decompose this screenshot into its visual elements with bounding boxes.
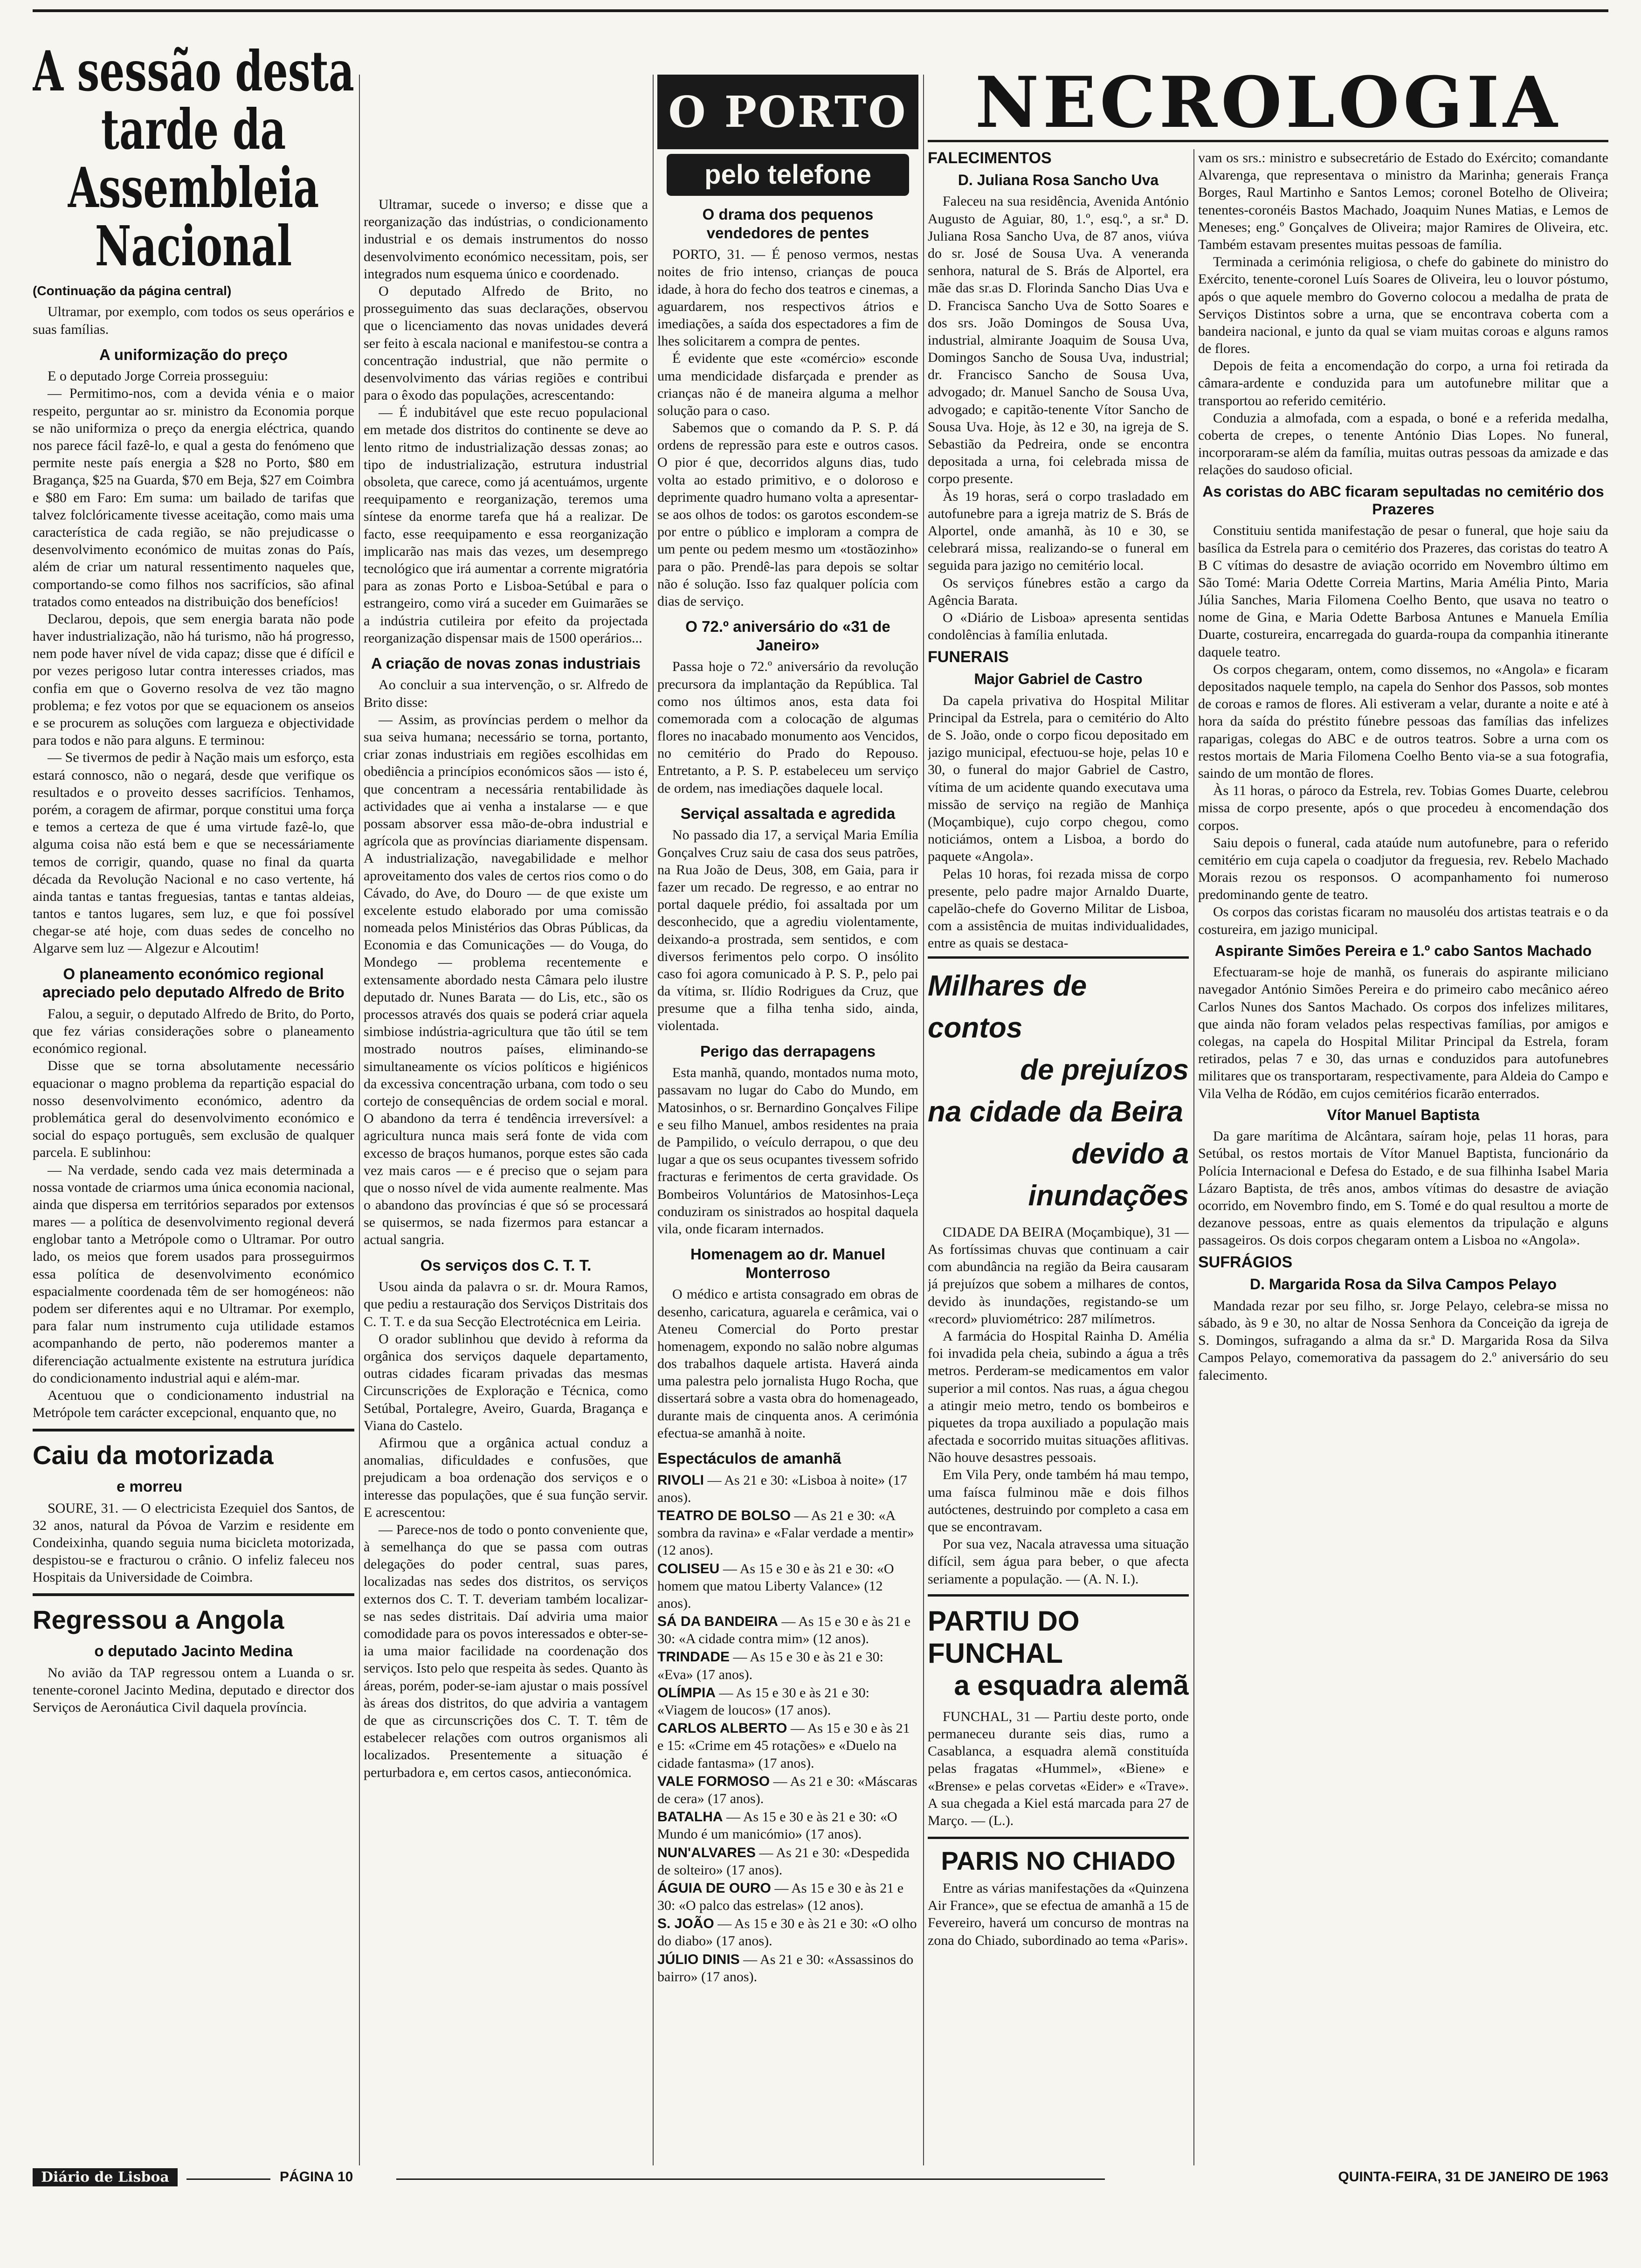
article-moto xyxy=(33,1429,354,1586)
necrologia-banner: NECROLOGIA xyxy=(928,65,1608,142)
continuation-note: (Continuação da página central) xyxy=(33,284,232,298)
paragraph: Constituiu sentida manifestação de pesar o funeral, que hoje saiu da basílica da Estrela para o cemitério dos Prazeres, das coristas do teatro A B C vítimas do desastre de aviação ocorrido em Novembro último em São Tomé: Maria Odette Correia Martins, Maria Amélia Pinto, Maria Júlia Sanches, Maria Filomena Coelho Bento, que usava no teatro o nome de Gina, e Maria Odette Barbosa Antunes e Manuela Emília Duarte, costureira, encarregada do guarda-roupa da companhia itinerante daquele teatro. xyxy=(1198,523,1608,660)
paragraph: Usou ainda da palavra o sr. dr. Moura Ramos, que pediu a restauração dos Serviços Distritais dos C. T. T. e da sua Secção Electrotécnica em Leiria. xyxy=(364,1279,648,1329)
paragraph: Ultramar, por exemplo, com todos os seus operários e suas famílias. xyxy=(33,304,354,337)
footer-rule xyxy=(396,2178,1105,2180)
spectacle-item xyxy=(657,1613,918,1647)
venue-programme: — As 21 e 30: «A sombra da ravina» e «Falar verdade a mentir» (12 anos). xyxy=(657,1507,914,1558)
obituary-name: D. Margarida Rosa da Silva Campos Pelayo xyxy=(1249,1276,1557,1293)
paragraph: O deputado Alfredo de Brito, no prosseguimento das suas declarações, observou que o licenciamento das novas unidades deverá ser feito à escala nacional e manifestou-se contra a concentração industrial, que não permite o desenvolvimento das várias regiões e contribui para o êxodo das populações, acrescentando: xyxy=(364,283,648,403)
paragraph: Os corpos chegaram, ontem, como dissemos, no «Angola» e ficaram depositados naquele templo, na capela do Senhor dos Passos, sob montes de coroas e ramos de flores. Ali estiveram a velar, durante a noite e até à hora da saída do préstito fúnebre pessoas das famílias das infelizes raparigas, colegas do ABC e de outros teatros. Sobre a urna com os restos mortais de Maria Filomena Coelho Bento via-se a sua fotografia, saindo de um montão de flores. xyxy=(1198,661,1608,781)
venue-name: TRINDADE xyxy=(657,1649,730,1665)
venue-programme: — As 15 e 30 e às 21 e 30: «O Mundo é um manicómio» (17 anos). xyxy=(657,1809,897,1842)
paragraph: Depois de feita a encomendação do corpo, a urna foi retirada da câmara-ardente e conduzida para um autofunebre militar que a transportou ao referido cemitério. xyxy=(1198,358,1608,408)
spectacle-item xyxy=(657,1472,918,1506)
article-angola xyxy=(33,1593,354,1716)
headline-line: de prejuízos xyxy=(1020,1054,1189,1086)
page-footer xyxy=(33,2165,1608,2193)
obituary-name: Aspirante Simões Pereira e 1.º cabo Santos Machado xyxy=(1214,942,1592,959)
paragraph: É evidente que este «comércio» esconde uma mendicidade disfarçada e prender as crianças não é de maneira alguma a melhor solução para o caso. xyxy=(657,351,918,418)
spectacle-item xyxy=(657,1880,918,1914)
paragraph: Falou, a seguir, o deputado Alfredo de Brito, do Porto, que fez várias considerações sobre o planeamento económico regional. xyxy=(33,1006,354,1057)
headline-line: PARTIU DO FUNCHAL xyxy=(928,1605,1080,1669)
subheading: O drama dos pequenos vendedores de pentes xyxy=(702,206,874,242)
paragraph: Entre as várias manifestações da «Quinzena Air France», que se efectua de amanhã a 15 de Fevereiro, haverá um concurso de montras na zona do Chiado, subordinado ao tema «Paris». xyxy=(928,1881,1189,1948)
obituary-name: Vítor Manuel Baptista xyxy=(1327,1106,1480,1123)
subheading: Perigo das derrapagens xyxy=(700,1042,876,1060)
paragraph: SOURE, 31. — O electricista Ezequiel dos Santos, de 32 anos, natural da Póvoa de Varzim e residente em Condeixinha, quando seguia numa bicicleta motorizada, despistou-se e fracturou o crânio. O infeliz faleceu nos Hospitais da Universidade de Coimbra. xyxy=(33,1500,354,1585)
paragraph: — Assim, as províncias perdem o melhor da sua seiva humana; necessário se torna, portanto, criar zonas industriais em regiões escolhidas em obediência a princípios económicos sãos — isto é, que concentram a necessária rentabilidade às actividades que ai venha a instalarse — e que possam absorver essa mão-de-obra industrial e agrícola que as províncias diariamente dispensam. A industrialização, navegabilidade e melhor aproveitamento dos vales de certos rios como o do Cávado, do Ave, do Douro — de que existe um excelente estudo elaborado por uma comissão nomeada pelos Ministérios das Obras Públicas, da Economia e das Comunicações — do Vouga, do Mondego — problema recentemente e extensamente abordado nesta Câmara pelo ilustre deputado dr. Nunes Barata — do Lis, etc., são os processos através dos quais se poderá criar aquela simbiose indústria-agricultura que tão útil se tem mostrado noutros países, eliminando-se simultaneamente os vícios políticos e higiénicos da excessiva concentração urbana, com todo o seu cortejo de consequências de ordem social e moral. O abandono da terra é tendência irreversível: a agricultura nunca mais será fonte de vida com excesso de braços humanos, porque estes são cada vez mais caros — e é preciso que o sejam para que o nosso nível de vida aumente realmente. Mas o abandono das províncias é que só se processará se quisermos, se nada fizermos para estancar a actual sangria. xyxy=(364,712,648,1248)
footer-rule xyxy=(186,2178,270,2180)
spectacle-item xyxy=(657,1773,918,1807)
headline-line: a esquadra alemã xyxy=(954,1669,1189,1701)
venue-name: RIVOLI xyxy=(657,1472,704,1488)
paragraph: — Na verdade, sendo cada vez mais determinada a nossa vontade de criarmos uma única economia nacional, ainda que dispersa em territórios separados por extensos mares — a política de desenvolvimento regional deverá englobar tanto a Metrópole como o Ultramar. Por outro lado, os meios que forem usados para prosseguirmos essa política de desenvolvimento económico espacialmente coordenada têm de ser homogéneos: não podem ser diferentes aqui e no Ultramar. Por exemplo, para falar num instrumento cuja utilidade estamos acompanhando de perto, não poderemos manter a diferenciação actualmente existente na estrutura jurídica do condicionamento industrial aqui e além-mar. xyxy=(33,1162,354,1386)
paragraph: Sabemos que o comando da P. S. P. dá ordens de repressão para este e outros casos. O pior é que, decorridos alguns dias, tudo volta ao estado primitivo, e o doloroso e deprimente quadro humano volta a apresentar-se aos olhos de todos: os garotos escondem-se por entre o público e imploram a compra de um pente ou pedem mesmo um «tostãozinho» para o pão. Prendê-las para depois se soltar não é solução. Isso faz qualquer polícia com dias de serviço. xyxy=(657,420,918,609)
spectacle-item xyxy=(657,1648,918,1683)
obituary-name: D. Juliana Rosa Sancho Uva xyxy=(958,172,1159,188)
newspaper-logo: Diário de Lisboa xyxy=(33,2168,178,2186)
column-necrologia xyxy=(928,145,1189,2161)
headline-line: na cidade da Beira xyxy=(928,1096,1183,1128)
spectacle-item xyxy=(657,1951,918,1985)
venue-name: TEATRO DE BOLSO xyxy=(657,1507,791,1523)
paragraph: CIDADE DA BEIRA (Moçambique), 31 — As fortíssimas chuvas que continuam a cair com abundância na região da Beira causaram já prejuízos que sobem a milhares de contos, devido às inundações, registando-se um «record» pluviométrico: 287 milímetros. xyxy=(928,1224,1189,1327)
subheading: A uniformização do preço xyxy=(99,346,288,363)
venue-name: BATALHA xyxy=(657,1809,723,1825)
paragraph: Às 11 horas, o pároco da Estrela, rev. Tobias Gomes Duarte, celebrou missa de corpo presente, após o que procedeu à encomendação dos corpos. xyxy=(1198,783,1608,833)
column-porto xyxy=(657,28,918,2161)
venue-programme: — As 15 e 30 e às 21 e 30: «Viagem de loucos» (17 anos). xyxy=(657,1685,869,1718)
subheading: O planeamento económico regional apreciado pelo deputado Alfredo de Brito xyxy=(42,965,345,1001)
venue-programme: — As 15 e 30 e às 21 e 30: «Eva» (17 anos). xyxy=(657,1649,883,1682)
paragraph: — Parece-nos de todo o ponto conveniente que, à semelhança do que se passa com outras delegações do poder central, suas pares, localizadas nas sedes dos distritos, os serviços externos dos C. T. T. deveriam também localizar-se nas sedes distritais. Daí adviria uma maior comodidade para os povos interessados e obter-se-ia uma maior facilidade na coordenação dos serviços. Isto pelo que respeita às sedes. Quanto às áreas, porém, poder-se-iam ajustar o mais possível às áreas dos distritos, do que adviria a vantagem de que as circunscrições dos C. T. T. têm de estabelecer relações com outros organismos ali localizados. Presentemente a situação é perturbadora e, em certos casos, antieconómica. xyxy=(364,1521,648,1780)
venue-programme: — As 21 e 30: «Máscaras de cera» (17 anos). xyxy=(657,1773,917,1806)
obituary-name: As coristas do ABC ficaram sepultadas no cemitério dos Prazeres xyxy=(1202,483,1604,518)
venue-name: CARLOS ALBERTO xyxy=(657,1721,787,1736)
headline-assembleia: A sessão desta tarde da Assembleia Nacional xyxy=(33,39,354,279)
headline-line: Milhares de contos xyxy=(928,970,1087,1044)
column-assembleia xyxy=(33,28,354,2161)
spectacle-item xyxy=(657,1560,918,1612)
section-heading: FALECIMENTOS xyxy=(928,149,1052,167)
paragraph: Declarou, depois, que sem energia barata não pode haver industrialização, não há turismo, não há progresso, nem pode haver nível de vida capaz; disse que é difícil e por vezes perigoso lutar contra interesses criados, mas confia em que o Governo resolva de vez tão magno problema; e fez votos por que se equacionem os anseios e se procurem as soluções com largueza e objectividade para todos e não para alguns. E terminou: xyxy=(33,611,354,748)
venue-name: JÚLIO DINIS xyxy=(657,1951,740,1967)
spectacle-item xyxy=(657,1684,918,1719)
venue-name: ÁGUIA DE OURO xyxy=(657,1880,771,1896)
paragraph: — Se tivermos de pedir à Nação mais um esforço, esta estará connosco, não o negará, desde que verifique os resultados e o proveito desses sacrifícios. Tenhamos, porém, a coragem de afirmar, porque constitui uma força e temos a certeza de que é uma virtude fazê-lo, que alguma coisa não está bem e que se necessáriamente temos de corrigir, quando, quase no final da quarta década da Revolução Nacional e no caso vertente, há ainda tantas e tantas freguesias, tantas e tantas aldeias, tantos e tantos lugares, sem luz, e que foi possível chegar-se até hoje, com duas sedes de concelho no Algarve sem luz — Algezur e Alcoutim! xyxy=(33,750,354,956)
paragraph: vam os srs.: ministro e subsecretário de Estado do Exército; comandante Alvarenga, que representava o ministro da Marinha; generais França Borges, Raul Martinho e Santos Lemos; coronel Botelho de Oliveira; tenentes-coronéis Bastos Machado, Joaquim Nunes Matias, e Lemos de Meneses; eng.º Gonçalves de Oliveira; major Ramires de Oliveira, etc. Também estavam presentes muitas pessoas de família. xyxy=(1198,150,1608,252)
subheading: O 72.º aniversário do «31 de Janeiro» xyxy=(685,618,890,654)
paragraph: — É indubitável que este recuo populacional em metade dos distritos do continente se deve ao lento ritmo de industrialização dessas zonas; ao tipo de industrialização, estrutura industrial obsoleta, que carece, como já acentuámos, urgente reequipamento e reorganização, teremos uma síntese da enorme tarefa que há a realizar. De facto, esse reequipamento e essa reorganização implicarão nas mais das vezes, um desemprego tecnológico que irá aumentar a corrente migratória para as zonas Porto e Lisboa-Setúbal e para o estrangeiro, como virá a suceder em Guimarães se a indústria cutileira por efeito da projectada reorganização dispensar mais de 1500 operários... xyxy=(364,405,648,646)
paragraph: Os serviços fúnebres estão a cargo da Agência Barata. xyxy=(928,575,1189,608)
paragraph: — Permitimo-nos, com a devida vénia e o maior respeito, perguntar ao sr. ministro da Economia porque se não uniformiza o preço da energia eléctrica, quando nos parece fácil fazê-lo, e qual a gesta do fenómeno que permite neste país energia a $28 no Porto, $80 em Bragança, $25 na Guarda, $70 em Beja, $27 em Coimbra e $80 em Faro: Em suma: um bailado de tarifas que talvez folclóricamente tivesse aceitação, como mais uma característica de cada região, se não prejudicasse o desenvolvimento económico de muitas zonas do País, além de criar um natural ressentimento naqueles que, comportando-se como filhos nos sacrifícios, são afinal tratados como enteados na distribuição dos benefícios! xyxy=(33,386,354,609)
column-rule xyxy=(653,75,654,2165)
paragraph: Ultramar, sucede o inverso; e disse que a reorganização das indústrias, o condicionamento industrial e os demais instrumentos do nosso desenvolvimento económico necessitam, pois, ser integrados num esquema único e coordenado. xyxy=(364,197,648,282)
paragraph: PORTO, 31. — É penoso vermos, nestas noites de frio intenso, crianças de pouca idade, à hora do fecho dos teatros e cinemas, a aguardarem, nos respectivos átrios e imediações, a saída dos espectadores a fim de lhes solicitarem a compra de pentes. xyxy=(657,247,918,349)
paragraph: O «Diário de Lisboa» apresenta sentidas condolências à família enlutada. xyxy=(928,609,1189,643)
paragraph: Mandada rezar por seu filho, sr. Jorge Pelayo, celebra-se missa no sábado, às 9 e 30, no altar de Nossa Senhora da Conceição da igreja de S. Domingos, sufragando a alma da sr.ª D. Margarida Rosa da Silva Campos Pelayo, comemorativa da passagem do 2.º aniversário do seu falecimento. xyxy=(1198,1298,1608,1383)
paragraph: Ao concluir a sua intervenção, o sr. Alfredo de Brito disse: xyxy=(364,677,648,710)
paragraph: No passado dia 17, a serviçal Maria Emília Gonçalves Cruz saiu de casa dos seus patrões, na Rua João de Deus, 308, em Gaia, para ir fazer um recado. De regresso, e ao entrar no portal daquele prédio, foi assaltada por um desconhecido, que a agrediu violentamente, deixando-a prostrada, sem sentidos, e com diversos ferimentos pelo corpo. O insólito caso foi agora comunicado à P. S. P., pelo pai da vítima, sr. Ilídio Rodrigues da Cruz, que presume que a filha tenha sido, ainda, violentada. xyxy=(657,827,918,1034)
venue-name: COLISEU xyxy=(657,1561,720,1577)
paragraph: Passa hoje o 72.º aniversário da revolução precursora da implantação da República. Tal como nos últimos anos, esta data foi comemorada com a colocação de algumas flores no inacabado monumento aos Vencidos, no cemitério do Prado do Repouso. Entretanto, a P. S. P. estabeleceu um serviço de ordem, nas imediações daquele local. xyxy=(657,659,918,796)
column-assembleia-cont xyxy=(364,196,648,2161)
paragraph: Da capela privativa do Hospital Militar Principal da Estrela, para o cemitério do Alto de S. João, onde o corpo ficou depositado em jazigo municipal, efectuou-se hoje, pelas 10 e 30, o funeral do major Gabriel de Castro, vítima de um acidente quando executava uma missão de serviço na região de Manhiça (Moçambique), cujo corpo chegou, como noticiámos, ontem a Lisboa, a bordo do paquete «Angola». xyxy=(928,692,1189,864)
venue-programme: — As 21 e 30: «Despedida de solteiro» (17 anos). xyxy=(657,1845,910,1878)
column-rule xyxy=(923,75,924,2165)
obituary-name: Major Gabriel de Castro xyxy=(974,671,1143,688)
venue-programme: — As 15 e 30 e às 21 e 30: «O palco das estrelas» (12 anos). xyxy=(657,1880,904,1914)
paragraph: Terminada a cerimónia religiosa, o chefe do gabinete do ministro do Exército, tenente-coronel Luís Soares de Oliveira, leu o louvor póstumo, após o que aquele membro do Governo colocou a medalha de prata de Serviços Distintos sobre a urna, que se encontrava coberta com a bandeira nacional, e junto da qual se viam muitas coroas e alguns ramos de flores. xyxy=(1198,254,1608,357)
venue-name: NUN'ALVARES xyxy=(657,1845,756,1860)
venue-programme: — As 15 e 30 e às 21 e 30: «O olho do diabo» (17 anos). xyxy=(657,1916,917,1949)
paragraph: Conduzia a almofada, com a espada, o boné e a referida medalha, coberta de crepes, o tenente António Dias Lopes. No funeral, incorporaram-se além da família, muitas outras pessoas da amizade e das relações do saudoso oficial. xyxy=(1198,410,1608,478)
paragraph: Disse que se torna absolutamente necessário equacionar o magno problema da repartição espacial do nosso desenvolvimento económico, adentro da problemática geral do desenvolvimento económico e social do espaço português, sem exclusão de qualquer parcela. E sublinhou: xyxy=(33,1058,354,1161)
headline-line: devido a inundações xyxy=(1028,1138,1189,1212)
section-heading: SUFRÁGIOS xyxy=(1198,1253,1293,1272)
paragraph: FUNCHAL, 31 — Partiu deste porto, onde permaneceu durante seis dias, rumo a Casablanca, a esquadra alemã constituída pelas fragatas «Hummel», «Biene» e «Brense» e pelas corvetas «Eider» e «Trave». A sua chegada a Kiel está marcada para 27 de Março. — (L.). xyxy=(928,1708,1189,1828)
porto-banner: O PORTO xyxy=(657,75,918,149)
issue-date: QUINTA-FEIRA, 31 DE JANEIRO DE 1963 xyxy=(1338,2169,1608,2185)
telephone-banner: pelo telefone xyxy=(667,154,909,196)
headline-funchal xyxy=(928,1594,1189,1701)
subheading: o deputado Jacinto Medina xyxy=(94,1642,293,1660)
venue-programme: — As 15 e 30 e às 21 e 30: «O homem que matou Liberty Valance» (12 anos). xyxy=(657,1561,894,1611)
page-number: PÁGINA 10 xyxy=(280,2169,353,2185)
headline-paris: PARIS NO CHIADO xyxy=(928,1837,1189,1876)
paragraph: Faleceu na sua residência, Avenida António Augusto de Aguiar, 80, 1.º, esq.º, a sr.ª D. Juliana Rosa Sancho Uva, de 87 anos, viúva do sr. José de Sousa Uva. A veneranda senhora, natural de S. Brás de Alportel, era mãe das sr.as D. Florinda Sancho Dias Uva e D. Francisca Sancho Uva de Sotto Soares e dos srs. João Domingos de Sousa Uva, industrial, almirante Joaquim de Sousa Uva, Domingos Sancho de Sousa Uva, industrial; dr. Francisco Sancho de Sousa Uva, advogado; dr. Manuel Sancho de Sousa Uva, advogado; e capitão-tenente Vítor Sancho de Sousa Uva. Hoje, às 12 e 30, na igreja de S. Sebastião da Pedreira, onde se encontra depositada a urna, foi celebrada missa de corpo presente. xyxy=(928,194,1189,487)
subheading: A criação de novas zonas industriais xyxy=(371,654,641,672)
column-rule xyxy=(359,75,360,2165)
spectacle-item xyxy=(657,1507,918,1559)
column-necrologia-cont xyxy=(1198,149,1608,2161)
venue-programme: — As 21 e 30: «Assassinos do bairro» (17 anos). xyxy=(657,1951,914,1984)
paragraph: O orador sublinhou que devido à reforma da orgânica dos serviços daquele departamento, outras cidades ficaram privadas das mesmas Circunscrições de Exploração e Técnica, como Setúbal, Portalegre, Aveiro, Guarda, Bragança e Viana do Castelo. xyxy=(364,1331,648,1433)
venue-programme: — As 21 e 30: «Lisboa à noite» (17 anos). xyxy=(657,1472,907,1505)
paragraph: Da gare marítima de Alcântara, saíram hoje, pelas 11 horas, para Setúbal, os restos mortais de Vítor Manuel Baptista, funcionário da Polícia Internacional e Defesa do Estado, e de sua filhinha Isabel Maria Lázaro Baptista, de três anos, ambos vítimas do desastre de aviação ocorrido, em Novembro findo, em S. Tomé e do qual resultou a morte de dezanove pessoas, entre as quais elementos da tripulação e alguns passageiros. Os dois corpos chegaram ontem a Lisboa no «Angola». xyxy=(1198,1128,1608,1248)
section-heading: FUNERAIS xyxy=(928,648,1009,666)
paragraph: A farmácia do Hospital Rainha D. Amélia foi invadida pela cheia, subindo a água a três metros. Perderam-se medicamentos em valor superior a mil contos. Nas ruas, a água chegou a atingir meio metro, tendo os bombeiros e piquetes da tropa auxiliado a população mais afectada e socorrido muitas situações aflitivas. Não houve desastres pessoais. xyxy=(928,1328,1189,1466)
paragraph: Saiu depois o funeral, cada ataúde num autofunebre, para o referido cemitério em cuja capela o coadjutor da freguesia, rev. Rebelo Machado Morais rezou os responsos. O acompanhamento foi numeroso predominando gente de teatro. xyxy=(1198,835,1608,903)
venue-programme: — As 15 e 30 e às 21 e 15: «Crime em 45 rotações» e «Duelo na cidade fantasma» (17 anos). xyxy=(657,1721,910,1771)
paragraph: Às 19 horas, será o corpo trasladado em autofunebre para a igreja matriz de S. Brás de Alportel, onde amanhã, às 10 e 30, se celebrará missa, realizando-se o funeral em seguida para jazigo no cemitério local. xyxy=(928,488,1189,574)
paragraph: Afirmou que a orgânica actual conduz a anomalias, dificuldades e confusões, que prejudicam a boa ordenação dos serviços e o interesse das populações, que é sua função servir. E acrescentou: xyxy=(364,1435,648,1520)
venue-name: OLÍMPIA xyxy=(657,1685,716,1701)
subheading: e morreu xyxy=(117,1477,183,1495)
spectacle-item xyxy=(657,1915,918,1950)
column-rule xyxy=(1193,149,1194,2165)
paragraph: E o deputado Jorge Correia prosseguiu: xyxy=(48,368,269,384)
venue-programme: — As 15 e 30 e às 21 e 30: «A cidade contra mim» (12 anos). xyxy=(657,1614,911,1647)
headline-angola: Regressou a Angola xyxy=(33,1605,284,1635)
headline-moto: Caiu da motorizada xyxy=(33,1440,274,1470)
paragraph: Por sua vez, Nacala atravessa uma situação difícil, sem água para beber, o que afecta seriamente a população. — (A. N. I.). xyxy=(928,1536,1189,1587)
spectacles-list xyxy=(657,1472,918,1985)
subheading: Serviçal assaltada e agredida xyxy=(680,804,896,822)
spectacle-item xyxy=(657,1808,918,1843)
venue-name: SÁ DA BANDEIRA xyxy=(657,1614,778,1630)
subheading: Homenagem ao dr. Manuel Monterroso xyxy=(690,1245,886,1281)
subheading: Espectáculos de amanhã xyxy=(657,1450,841,1467)
paragraph: Os corpos das coristas ficaram no mausoléu dos artistas teatrais e o da costureira, em jazigo municipal. xyxy=(1198,904,1608,937)
paragraph: Pelas 10 horas, foi rezada missa de corpo presente, pelo padre major Arnaldo Duarte, capelão-chefe do Governo Militar de Lisboa, com a assistência de muitas individualidades, entre as quais se destaca- xyxy=(928,866,1189,951)
spectacle-item xyxy=(657,1720,918,1772)
paragraph: Esta manhã, quando, montados numa moto, passavam no lugar do Cabo do Mundo, em Matosinhos, o sr. Bernardino Gonçalves Filipe e seu filho Manuel, ambos residentes na praia de Pampilido, o veículo derrapou, o que deu lugar a que os seus ocupantes tivessem sofrido fracturas e ferimentos de certa gravidade. Os Bombeiros Voluntários de Matosinhos-Leça conduziram os sinistrados ao hospital daquela vila, onde ficaram internados. xyxy=(657,1065,918,1237)
paragraph: Acentuou que o condicionamento industrial na Metrópole tem carácter excepcional, enquanto que, no xyxy=(33,1387,354,1421)
headline-beira xyxy=(928,956,1189,1217)
paragraph: O médico e artista consagrado em obras de desenho, caricatura, aguarela e cerâmica, vai o Ateneu Comercial do Porto prestar homenagem, expondo no salão nobre algumas dos trabalhos daquele artista. Haverá ainda uma palestra pelo jornalista Hugo Rocha, que dissertará sobre a vasta obra do homenageado, durante mais de cinquenta anos. A cerimónia efectua-se amanhã à noite. xyxy=(657,1286,918,1441)
spectacle-item xyxy=(657,1844,918,1879)
venue-name: VALE FORMOSO xyxy=(657,1773,770,1789)
paragraph: No avião da TAP regressou ontem a Luanda o sr. tenente-coronel Jacinto Medina, deputado e director dos Serviços de Aeronáutica Civil daquela província. xyxy=(33,1665,354,1715)
paragraph: Efectuaram-se hoje de manhã, os funerais do aspirante miliciano navegador António Simões Pereira e do primeiro cabo mecânico aéreo Carlos Nunes dos Santos Machado. Os corpos dos infelizes militares, que ainda não foram velados pelas respectivas famílias, por amigos e colegas, na capela do Hospital Militar Principal da Estrela, foram retirados, pelas 7 e 30, das urnas e conduzidos para autofunebres militares que os transportaram, respectivamente, para Aldeia do Campo e Vila Velha de Ródão, em cujos cemitérios ficarão enterrados. xyxy=(1198,964,1608,1101)
subheading: Os serviços dos C. T. T. xyxy=(420,1256,592,1274)
top-rule xyxy=(33,9,1608,12)
paragraph: Em Vila Pery, onde também há mau tempo, uma faísca fulminou mãe e dois filhos autóctenes, destruindo por completo a casa em que se encontravam. xyxy=(928,1467,1189,1535)
venue-name: S. JOÃO xyxy=(657,1916,714,1932)
